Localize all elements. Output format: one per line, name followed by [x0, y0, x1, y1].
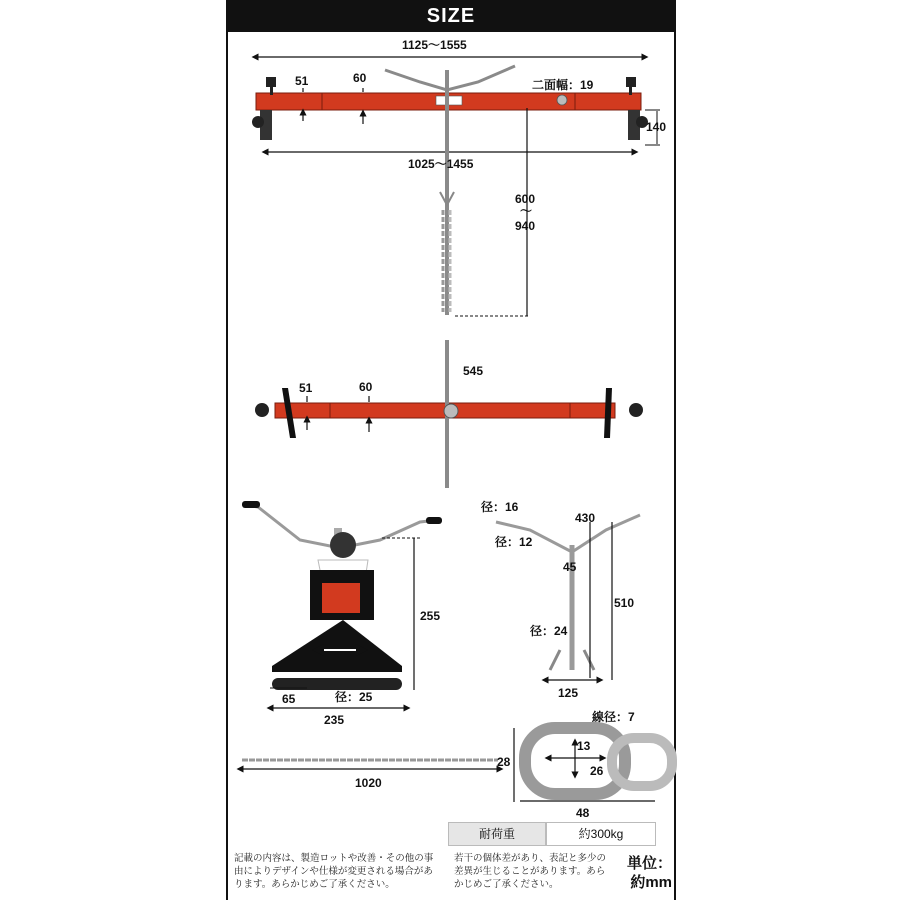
load-label: 耐荷重 — [448, 822, 546, 846]
dia-24: 径：24 — [530, 624, 568, 638]
dim-width-max: 1125～1555 — [402, 38, 467, 52]
wire-dia: 線径：7 — [592, 710, 635, 724]
top-view-drawing — [252, 57, 660, 316]
dim-510: 510 — [614, 596, 635, 610]
side-right-foot — [604, 388, 612, 438]
dia-16: 径：16 — [481, 500, 519, 514]
load-capacity — [448, 822, 656, 846]
dim-26: 26 — [590, 764, 604, 778]
dim-430: 430 — [575, 511, 596, 525]
unit-line-1: 単位： — [626, 855, 672, 872]
chain-view-drawing — [240, 760, 500, 769]
dia-12: 径：12 — [495, 535, 533, 549]
dim-45: 45 — [563, 560, 577, 574]
dim-13: 13 — [577, 739, 591, 753]
note-right: 若干の個体差があり、表記と多少の差異が生じることがあります。あらかじめご了承ください。 — [454, 853, 607, 890]
dim-1020: 1020 — [355, 776, 382, 790]
dim-65: 65 — [282, 692, 296, 706]
dim-255: 255 — [420, 609, 441, 623]
dim-48: 48 — [576, 806, 590, 820]
dim-51: 51 — [295, 74, 309, 88]
side-dim-51: 51 — [299, 381, 313, 395]
unit-label — [622, 854, 672, 892]
dim-125: 125 — [558, 686, 579, 700]
dim-width-inner: 1025～1455 — [408, 157, 474, 171]
note-left: 記載の内容は、製造ロットや改善・その他の事由によりデザインや仕様が変更される場合があります。あらかじめご了承ください。 — [234, 853, 434, 890]
side-view-drawing — [255, 340, 643, 488]
foot-view-drawing — [242, 501, 442, 708]
load-value: 約300kg — [546, 822, 656, 846]
unit-line-2: 約mm — [630, 874, 672, 891]
dim-tilde: ～ — [520, 204, 533, 218]
dim-60: 60 — [353, 71, 367, 85]
top-handle — [385, 66, 515, 90]
dia-25: 径：25 — [335, 690, 373, 704]
page-title: SIZE — [226, 0, 676, 32]
foot-base — [272, 620, 402, 672]
dim-940: 940 — [515, 219, 536, 233]
dim-235: 235 — [324, 713, 345, 727]
dim-28: 28 — [497, 755, 511, 769]
side-dim-60: 60 — [359, 380, 373, 394]
dim-140: 140 — [646, 120, 667, 134]
dim-600: 600 — [515, 192, 536, 206]
across-flats: 二面幅：19 — [532, 78, 594, 92]
dim-545: 545 — [463, 364, 484, 378]
